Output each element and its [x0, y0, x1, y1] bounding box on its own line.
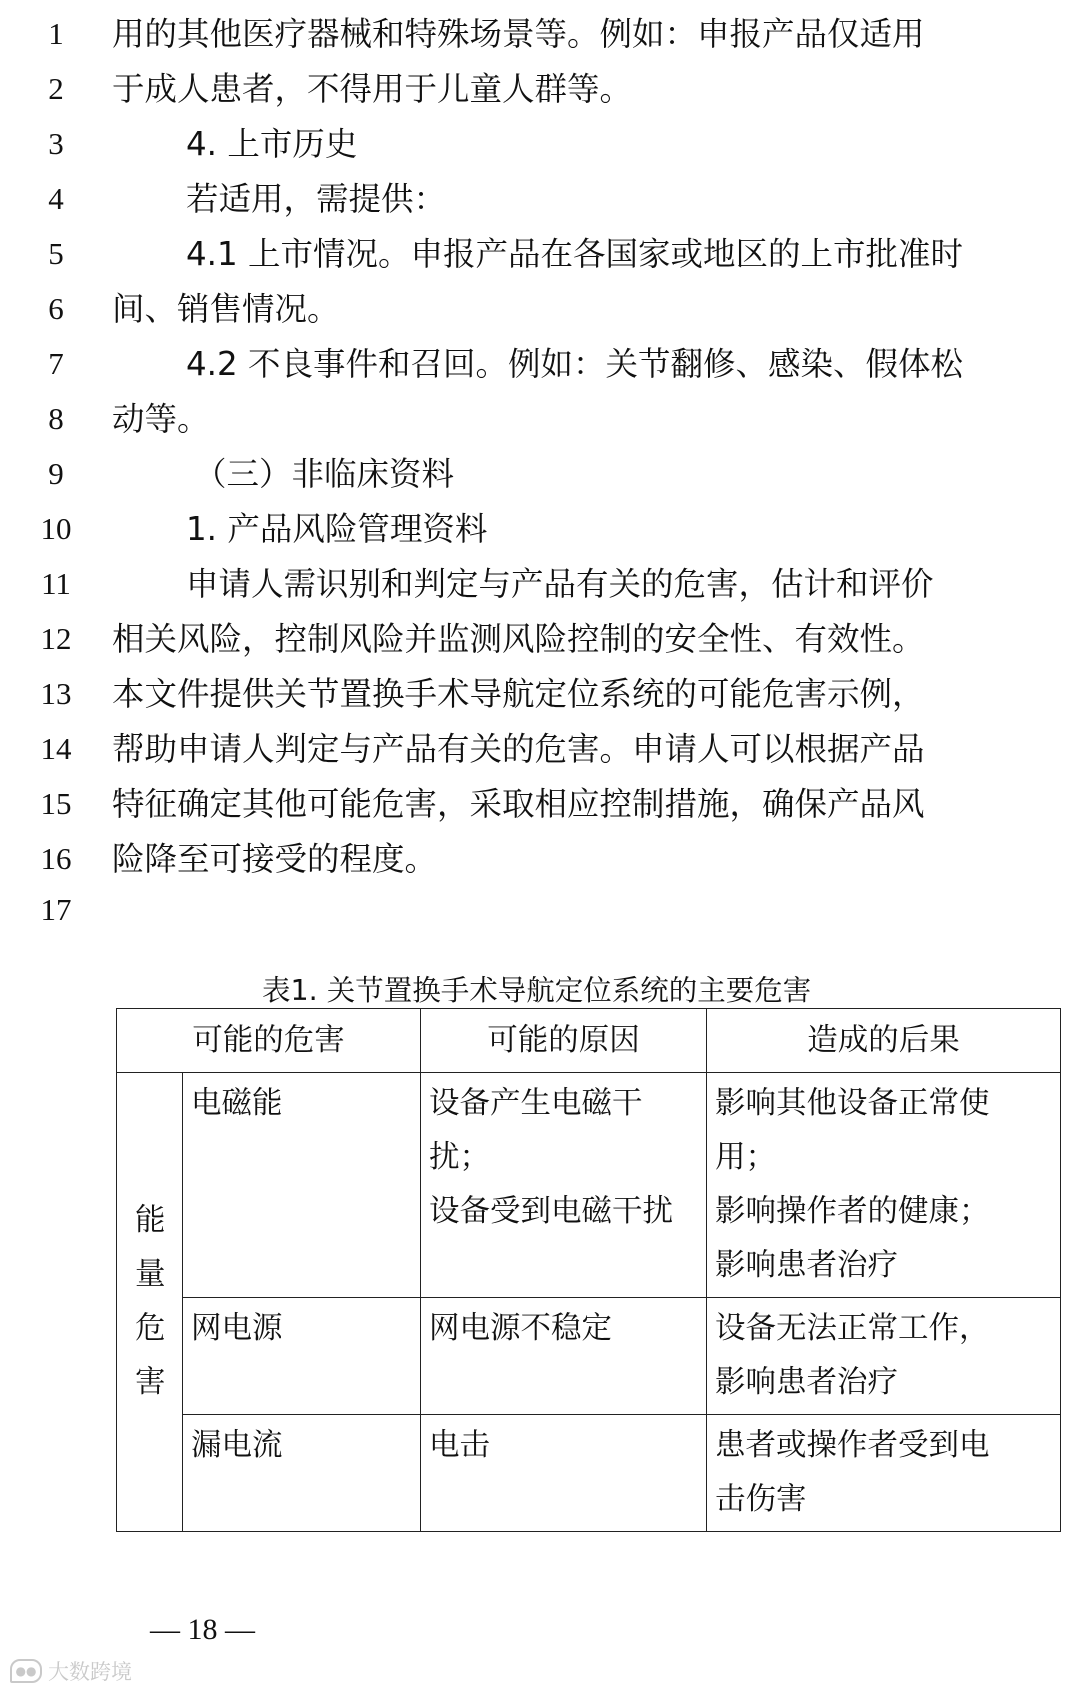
hazard-cell: 漏电流 — [183, 1415, 421, 1532]
header-cause: 可能的原因 — [421, 1009, 707, 1073]
line-number: 9 — [48, 456, 64, 491]
line-text: （三）非临床资料 — [194, 455, 455, 493]
text-line — [0, 4, 1080, 64]
line-text: 相关风险，控制风险并监测风险控制的安全性、有效性。 — [112, 620, 925, 658]
cause-line: 电击 — [429, 1428, 490, 1463]
line-text: 4.1 上市情况。申报产品在各国家或地区的上市批准时 — [186, 235, 964, 273]
watermark — [10, 1656, 132, 1686]
text-line — [0, 279, 1080, 339]
category-char: 量 — [135, 1257, 166, 1292]
text-line — [0, 444, 1080, 504]
line-number: 11 — [41, 566, 71, 601]
text-line — [0, 59, 1080, 119]
text-line — [0, 389, 1080, 449]
line-text: 险降至可接受的程度。 — [112, 840, 438, 878]
text-line — [0, 114, 1080, 174]
hazard-cell: 电磁能 — [183, 1073, 421, 1298]
line-text: 帮助申请人判定与产品有关的危害。申请人可以根据产品 — [112, 730, 925, 768]
cause-cell — [421, 1073, 707, 1298]
line-number: 10 — [40, 511, 72, 546]
cause-line: 设备产生电磁干扰； — [429, 1086, 643, 1175]
watermark-logo-icon: ●● — [10, 1659, 42, 1683]
line-number: 14 — [40, 731, 72, 766]
line-text: 申请人需识别和判定与产品有关的危害，估计和评价 — [186, 565, 934, 603]
line-number: 2 — [48, 71, 64, 106]
consequence-line: 影响操作者的健康； — [715, 1194, 990, 1229]
text-line — [0, 169, 1080, 229]
line-number: 15 — [40, 786, 72, 821]
line-text: 4.2 不良事件和召回。例如：关节翻修、感染、假体松 — [186, 345, 964, 383]
category-char: 危 — [135, 1311, 166, 1346]
category-cell — [117, 1073, 183, 1532]
line-text: 动等。 — [112, 400, 210, 438]
text-line — [0, 334, 1080, 394]
consequence-line: 用； — [715, 1140, 776, 1175]
line-number: 1 — [48, 16, 64, 51]
line-number: 4 — [48, 181, 64, 216]
hazard-table — [116, 1008, 1061, 1532]
consequence-cell — [707, 1073, 1061, 1298]
page-number: — 18 — — [150, 1613, 255, 1646]
text-line — [0, 499, 1080, 559]
line-number: 3 — [48, 126, 64, 161]
line-text: 间、销售情况。 — [112, 290, 340, 328]
consequence-line: 设备无法正常工作， — [715, 1311, 990, 1346]
cause-cell — [421, 1298, 707, 1415]
consequence-line: 患者或操作者受到电 — [715, 1428, 990, 1463]
consequence-line: 影响其他设备正常使 — [715, 1086, 990, 1121]
line-number: 13 — [40, 676, 72, 711]
text-line — [0, 609, 1080, 669]
text-line — [0, 719, 1080, 779]
line-number: 6 — [48, 291, 64, 326]
header-consequence: 造成的后果 — [707, 1009, 1061, 1073]
table-caption: 表1. 关节置换手术导航定位系统的主要危害 — [262, 974, 812, 1007]
watermark-text: 大数跨境 — [48, 1660, 132, 1684]
consequence-cell — [707, 1298, 1061, 1415]
text-line — [0, 664, 1080, 724]
line-number: 16 — [40, 841, 72, 876]
line-number: 12 — [40, 621, 72, 656]
line-text: 于成人患者，不得用于儿童人群等。 — [112, 70, 633, 108]
category-char: 害 — [135, 1365, 166, 1400]
table-header-row — [117, 1009, 1061, 1073]
cause-line: 设备受到电磁干扰 — [429, 1194, 673, 1229]
consequence-line: 击伤害 — [715, 1482, 807, 1517]
text-line — [0, 554, 1080, 614]
consequence-line: 影响患者治疗 — [715, 1365, 898, 1400]
line-number: 7 — [48, 346, 64, 381]
cause-line: 网电源不稳定 — [429, 1311, 612, 1346]
hazard-table-wrapper — [116, 1008, 1061, 1532]
consequence-cell — [707, 1415, 1061, 1532]
table-row — [117, 1073, 1061, 1298]
header-hazard: 可能的危害 — [117, 1009, 421, 1073]
line-text: 若适用，需提供： — [186, 180, 447, 218]
line-number: 5 — [48, 236, 64, 271]
line-text: 特征确定其他可能危害，采取相应控制措施，确保产品风 — [112, 785, 925, 823]
table-row — [117, 1298, 1061, 1415]
text-line — [0, 224, 1080, 284]
line-number: 17 — [40, 892, 72, 927]
line-text: 本文件提供关节置换手术导航定位系统的可能危害示例， — [112, 675, 925, 713]
category-char: 能 — [135, 1203, 166, 1238]
line-number: 8 — [48, 401, 64, 436]
table-row — [117, 1415, 1061, 1532]
hazard-cell: 网电源 — [183, 1298, 421, 1415]
consequence-line: 影响患者治疗 — [715, 1248, 898, 1283]
line-text: 用的其他医疗器械和特殊场景等。例如：申报产品仅适用 — [112, 15, 925, 53]
caption-line — [0, 880, 1080, 940]
line-text: 1. 产品风险管理资料 — [186, 510, 488, 548]
line-text: 4. 上市历史 — [186, 125, 358, 163]
text-line — [0, 774, 1080, 834]
cause-cell — [421, 1415, 707, 1532]
